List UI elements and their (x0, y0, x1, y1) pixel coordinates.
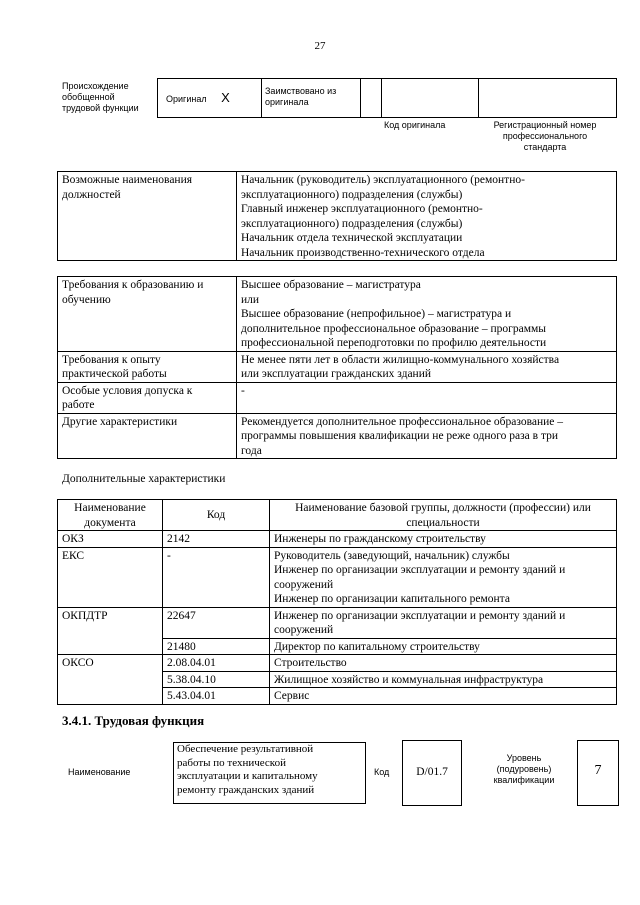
row-code: 21480 (163, 638, 270, 655)
row-name-line: Директор по капитальному строительству (274, 640, 480, 653)
row-name (270, 638, 617, 655)
origin-table (157, 78, 617, 118)
borrowed-label-line: Заимствовано из (265, 86, 337, 96)
requirement-value (237, 277, 617, 352)
positions-label-line: Возможные наименования (62, 174, 193, 186)
table-row (58, 607, 617, 638)
additional-title: Дополнительные характеристики (62, 473, 226, 485)
row-name (270, 671, 617, 688)
requirement-label (58, 277, 237, 352)
requirement-value-line: года (241, 444, 262, 457)
origin-label-line: обобщенной (62, 92, 115, 102)
row-name (270, 547, 617, 607)
requirement-label (58, 351, 237, 382)
borrowed-mark-cell (361, 79, 382, 118)
requirement-value-line: Рекомендуется дополнительное профессиональное образование – (241, 415, 564, 428)
requirement-value-line: - (241, 384, 245, 397)
row-doc: ОКПДТР (58, 607, 163, 655)
requirement-value-line: программы повышения квалификации не реже одного раза в три (241, 430, 559, 442)
row-name-line: Руководитель (заведующий, начальник) службы (274, 549, 510, 562)
reg-number-cell (479, 79, 617, 118)
row-name-line: Инженер по организации капитального ремонта (274, 593, 510, 605)
requirement-value-line: или (241, 293, 260, 306)
row-name-line: сооружений (274, 624, 334, 636)
row-code: - (163, 547, 270, 607)
requirement-value-line: Не менее пяти лет в области жилищно-коммунального хозяйства (241, 353, 560, 366)
header-doc-line: документа (84, 516, 136, 529)
original-label: Оригинал (166, 93, 207, 104)
additional-header-row (58, 500, 617, 531)
additional-table (57, 499, 617, 705)
row-name-line: Жилищное хозяйство и коммунальная инфраструктура (274, 673, 544, 686)
requirement-label-line: Требования к опыту (62, 353, 161, 366)
header-doc (58, 500, 163, 531)
row-name (270, 688, 617, 705)
positions-label-line: должностей (62, 188, 121, 201)
section-heading: 3.4.1. Трудовая функция (62, 713, 205, 728)
origin-label-line: Происхождение (62, 81, 129, 91)
level-label (480, 753, 568, 786)
function-name-line: Обеспечение результативной (177, 743, 314, 755)
origin-label (62, 81, 139, 114)
level-label-line: квалификации (493, 775, 555, 785)
row-code: 22647 (163, 607, 270, 638)
borrowed-label-line: оригинала (265, 97, 309, 107)
positions-label (58, 172, 237, 261)
original-cell (158, 79, 262, 118)
row-name (270, 655, 617, 672)
code-original-caption: Код оригинала (384, 120, 446, 130)
row-name-line: Инженер по организации эксплуатации и ремонту зданий и (274, 609, 566, 622)
header-name (270, 500, 617, 531)
requirement-label-line: работе (62, 399, 95, 411)
requirements-table (57, 276, 617, 459)
reg-number-caption (475, 120, 615, 153)
row-name (270, 531, 617, 548)
code-label: Код (374, 767, 390, 777)
row-name-line: Строительство (274, 657, 347, 669)
code-box (402, 740, 462, 806)
code-original-cell (382, 79, 479, 118)
requirement-value (237, 351, 617, 382)
row-name-line: сооружений (274, 578, 334, 591)
position-line: Начальник производственно-технического отдела (241, 246, 485, 259)
row-doc: ЕКС (58, 547, 163, 607)
header-name-line: специальности (406, 516, 480, 529)
requirement-value-line: профессиональной переподготовки по профилю деятельности (241, 337, 547, 349)
row-code: 2.08.04.01 (163, 655, 270, 672)
function-name-line: эксплуатации и капитальному (177, 770, 318, 782)
requirement-row (58, 413, 617, 459)
position-line: эксплуатационного) подразделения (службы) (241, 188, 463, 201)
requirement-value-line: Высшее образование (непрофильное) – магистратура и (241, 308, 512, 320)
row-name-line: Сервис (274, 690, 310, 702)
function-name-line: работы по технической (177, 756, 286, 769)
position-line: Начальник отдела технической эксплуатации (241, 232, 463, 244)
row-name-line: Инженеры по гражданскому строительству (274, 533, 486, 545)
reg-caption-line: профессионального (502, 131, 588, 141)
position-line: Главный инженер эксплуатационного (ремонтно- (241, 203, 483, 215)
origin-label-line: трудовой функции (62, 103, 139, 113)
requirement-label-line: Другие характеристики (62, 415, 178, 428)
requirement-row (58, 351, 617, 382)
positions-table (57, 171, 617, 261)
function-name-box (173, 742, 366, 804)
row-code: 5.43.04.01 (163, 688, 270, 705)
page-number: 27 (314, 40, 326, 52)
level-box (577, 740, 619, 806)
reg-caption-line: стандарта (523, 142, 567, 152)
reg-caption-line: Регистрационный номер (493, 120, 597, 130)
borrowed-cell (262, 79, 361, 118)
table-row (58, 655, 617, 672)
level-label-line: (подуровень) (496, 764, 552, 774)
requirement-value-line: дополнительное профессиональное образование – программы (241, 322, 546, 335)
position-line: Начальник (руководитель) эксплуатационного (ремонтно- (241, 174, 525, 186)
requirement-label-line: практической работы (62, 368, 167, 380)
table-row (58, 547, 617, 607)
requirement-label-line: Особые условия допуска к (62, 384, 193, 397)
requirement-value-line: или эксплуатации гражданских зданий (241, 368, 432, 380)
requirement-value (237, 413, 617, 459)
row-code: 2142 (163, 531, 270, 548)
row-name-line: Инженер по организации эксплуатации и ремонту зданий и (274, 564, 566, 576)
requirement-value (237, 382, 617, 413)
requirement-label-line: Требования к образованию и (62, 279, 204, 291)
position-line: эксплуатационного) подразделения (службы) (241, 217, 463, 230)
row-name (270, 607, 617, 638)
name-label: Наименование (68, 767, 131, 777)
header-code: Код (163, 500, 270, 531)
row-code: 5.38.04.10 (163, 671, 270, 688)
row-doc: ОКСО (58, 655, 163, 705)
requirement-label (58, 382, 237, 413)
level-label-line: Уровень (506, 753, 542, 763)
positions-value (237, 172, 617, 261)
header-doc-line: Наименование (74, 502, 146, 514)
table-row (58, 531, 617, 548)
level-value: 7 (594, 763, 602, 778)
original-mark: X (221, 89, 230, 105)
row-doc: ОКЗ (58, 531, 163, 548)
requirement-row (58, 277, 617, 352)
requirement-label (58, 413, 237, 459)
function-name-line: ремонту гражданских зданий (177, 783, 315, 796)
header-name-line: Наименование базовой группы, должности (профессии) или (295, 502, 591, 514)
requirement-row (58, 382, 617, 413)
requirement-value-line: Высшее образование – магистратура (241, 279, 421, 291)
code-value: D/01.7 (416, 766, 448, 778)
requirement-label-line: обучению (62, 293, 111, 306)
